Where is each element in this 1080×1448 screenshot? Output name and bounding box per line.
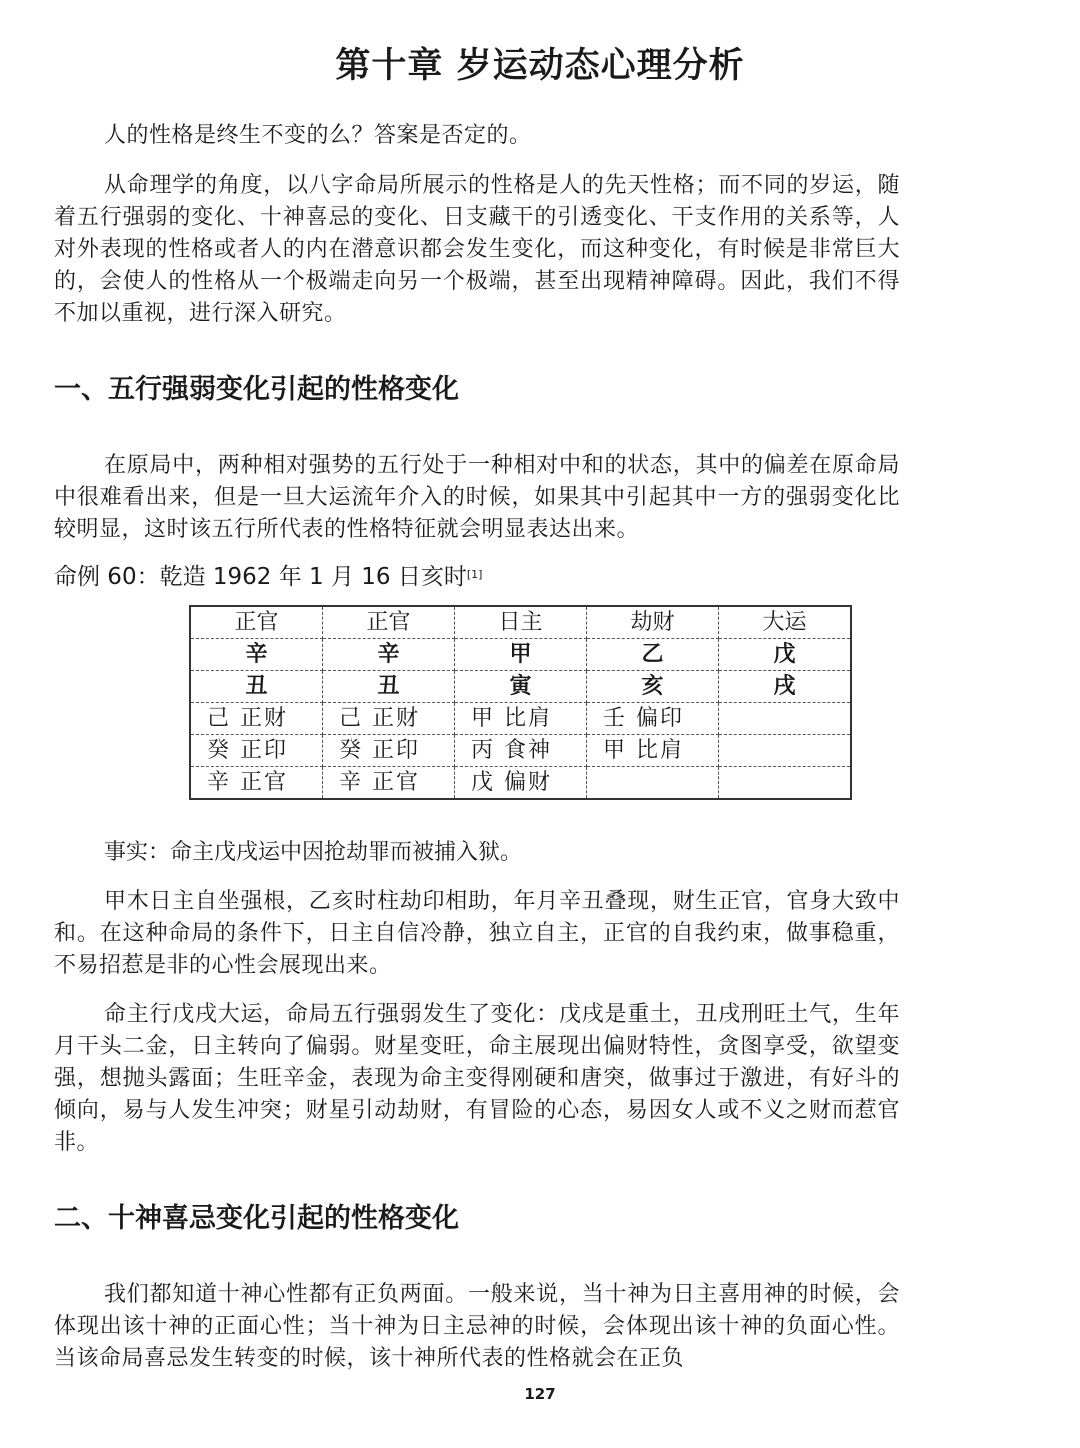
chart-row (190, 606, 851, 639)
case-footnote-ref: [1] (466, 568, 483, 581)
chart-cell: 丑 (323, 671, 455, 703)
chart-cell (719, 703, 852, 735)
intro-paragraph-1: 人的性格是终生不变的么？答案是否定的。 (104, 123, 532, 148)
chart-cell: 日主 (455, 606, 587, 639)
chart-cell (719, 735, 852, 767)
section1-heading: 一、五行强弱变化引起的性格变化 (54, 374, 459, 405)
chart-cell: 辛 (190, 639, 323, 671)
chart-cell: 癸 正印 (190, 735, 323, 767)
chart-cell (719, 767, 852, 800)
chart-cell: 己 正财 (190, 703, 323, 735)
chart-cell: 辛 正官 (190, 767, 323, 800)
chart-cell: 己 正财 (323, 703, 455, 735)
chart-cell (587, 767, 719, 800)
chart-cell: 戊 偏财 (455, 767, 587, 800)
section1-paragraph-3: 命主行戊戌大运，命局五行强弱发生了变化：戊戌是重土，丑戌刑旺土气，生年月干头二金，日主转向了偏弱。财星变旺，命主展现出偏财特性，贪图享受，欲望变强，想抛头露面；生旺辛金，表现为命主变得刚硬和唐突，做事过于激进，有好斗的倾向，易与人发生冲突；财星引动劫财，有冒险的心态，易因女人或不义之财而惹官非。 (54, 1002, 900, 1155)
chart-cell: 丙 食神 (455, 735, 587, 767)
bazi-chart-table (189, 605, 852, 800)
chart-cell: 壬 偏印 (587, 703, 719, 735)
chart-cell: 寅 (455, 671, 587, 703)
case-label-text: 命例 60：乾造 1962 年 1 月 16 日亥时 (54, 564, 467, 590)
chart-cell: 甲 比肩 (587, 735, 719, 767)
section1-paragraph-2: 甲木日主自坐强根，乙亥时柱劫印相助，年月辛丑叠现，财生正官，官身大致中和。在这种命局的条件下，日主自信冷静，独立自主，正官的自我约束，做事稳重，不易招惹是非的心性会展现出来。 (54, 889, 900, 978)
chart-row (190, 703, 851, 735)
chart-cell: 乙 (587, 639, 719, 671)
intro-paragraph-2: 从命理学的角度，以八字命局所展示的性格是人的先天性格；而不同的岁运，随着五行强弱的变化、十神喜忌的变化、日支藏干的引透变化、干支作用的关系等，人对外表现的性格或者人的内在潜意识都会发生变化，而这种变化，有时候是非常巨大的，会使人的性格从一个极端走向另一个极端，甚至出现精神障碍。因此，我们不得不加以重视，进行深入研究。 (54, 173, 900, 326)
chart-row (190, 639, 851, 671)
chart-cell: 丑 (190, 671, 323, 703)
chapter-title: 第十章 岁运动态心理分析 (335, 46, 745, 86)
section1-paragraph-1: 在原局中，两种相对强势的五行处于一种相对中和的状态，其中的偏差在原命局中很难看出来，但是一旦大运流年介入的时候，如果其中引起其中一方的强弱变化比较明显，这时该五行所代表的性格特征就会明显表达出来。 (54, 453, 900, 542)
section2-heading: 二、十神喜忌变化引起的性格变化 (54, 1203, 459, 1234)
chart-cell: 辛 (323, 639, 455, 671)
chart-row (190, 735, 851, 767)
chart-cell: 戌 (719, 671, 852, 703)
case-label (54, 561, 482, 593)
chart-row (190, 767, 851, 800)
chart-cell: 亥 (587, 671, 719, 703)
page-number: 127 (524, 1385, 556, 1403)
chart-cell: 甲 比肩 (455, 703, 587, 735)
chart-row (190, 671, 851, 703)
section2-paragraph-1: 我们都知道十神心性都有正负两面。一般来说，当十神为日主喜用神的时候，会体现出该十神的正面心性；当十神为日主忌神的时候，会体现出该十神的负面心性。当该命局喜忌发生转变的时候，该十神所代表的性格就会在正负 (54, 1282, 900, 1371)
chart-cell: 正官 (323, 606, 455, 639)
chart-cell: 大运 (719, 606, 852, 639)
chart-cell: 正官 (190, 606, 323, 639)
chart-cell: 劫财 (587, 606, 719, 639)
chart-cell: 戊 (719, 639, 852, 671)
chart-cell: 甲 (455, 639, 587, 671)
case-fact: 事实：命主戊戌运中因抢劫罪而被捕入狱。 (104, 840, 523, 865)
chart-cell: 癸 正印 (323, 735, 455, 767)
chart-cell: 辛 正官 (323, 767, 455, 800)
